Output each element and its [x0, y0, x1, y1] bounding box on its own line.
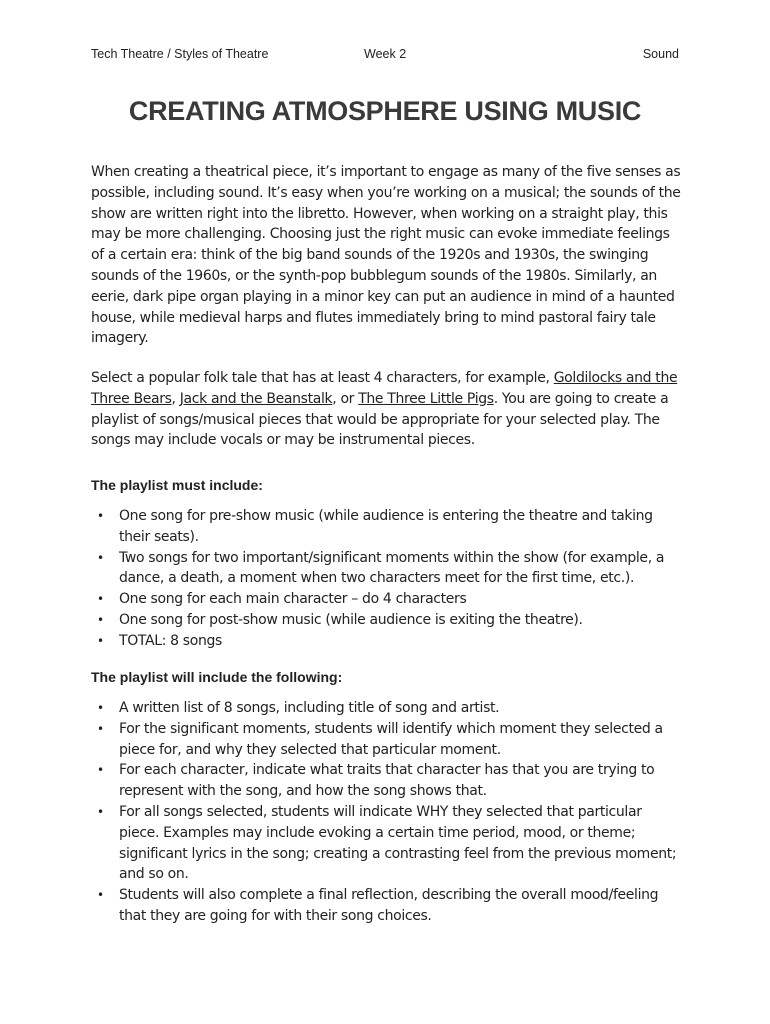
- bullet-icon: •: [97, 701, 104, 715]
- list-item: [91, 610, 681, 631]
- list-item-text: TOTAL: 8 songs: [119, 632, 222, 649]
- bullet-icon: •: [97, 763, 104, 778]
- list-item-text: One song for post-show music (while audience is exiting the theatre).: [119, 611, 583, 628]
- list-item-text: Two songs for two important/significant moments within the show (for example, a dance, a death, a moment when two characters meet for the first time, etc.).: [119, 549, 665, 587]
- tale-goldilocks-link[interactable]: Goldilocks and the Three Bears: [91, 370, 678, 407]
- assignment-before: Select a popular folk tale that has at least 4 characters, for example,: [91, 370, 554, 386]
- list-item: [91, 885, 681, 927]
- list-item: [91, 698, 681, 719]
- bullet-icon: •: [97, 721, 104, 736]
- list-item-text: For the significant moments, students will identify which moment they selected a piece for, and why they selected that particular moment.: [119, 720, 663, 758]
- bullet-icon: •: [97, 509, 104, 523]
- list-item: [91, 548, 681, 590]
- must-include-list: [91, 506, 681, 652]
- bullet-icon: •: [97, 888, 104, 903]
- list-item: [91, 506, 681, 548]
- list-item-text: A written list of 8 songs, including title of song and artist.: [119, 700, 500, 716]
- list-item: [91, 802, 681, 885]
- list-item-text: For each character, indicate what traits that character has that you are trying to represent with the song, and how the song shows that.: [119, 762, 655, 800]
- bullet-icon: •: [97, 612, 104, 627]
- header-week: Week 2: [364, 47, 407, 61]
- list-item-text: Students will also complete a final reflection, describing the overall mood/feeling that they are going for with their song choices.: [119, 887, 659, 924]
- assignment-text: [91, 368, 681, 451]
- page-title: CREATING ATMOSPHERE USING MUSIC: [128, 96, 642, 126]
- must-include-heading: The playlist must include:: [91, 477, 263, 493]
- assignment-sep2: , or: [332, 390, 359, 407]
- list-item: [91, 589, 681, 610]
- bullet-icon: •: [97, 804, 104, 819]
- list-item: [91, 631, 681, 652]
- bullet-icon: •: [97, 592, 104, 607]
- list-item-text: For all songs selected, students will indicate WHY they selected that particular piece. Examples may include evoking a certain time period, mood, or theme; significant lyrics in the song; creating a contrasting feel from the previous moment; and so on.: [119, 803, 677, 883]
- will-include-heading: The playlist will include the following:: [91, 669, 343, 685]
- assignment-after: . You are going to create a playlist of songs/musical pieces that would be appropriate for your selected play. The songs may include vocals or may be instrumental pieces.: [91, 390, 669, 449]
- list-item-text: One song for pre-show music (while audience is entering the theatre and taking their seats).: [119, 508, 653, 545]
- intro-paragraph: [91, 162, 681, 349]
- header-course: Tech Theatre / Styles of Theatre: [91, 47, 269, 61]
- will-include-list: [91, 698, 681, 927]
- tale-jack-link[interactable]: Jack and the Beanstalk: [179, 390, 333, 407]
- tale-pigs-link[interactable]: The Three Little Pigs: [358, 390, 494, 407]
- header-topic: Sound: [642, 47, 679, 61]
- assignment-paragraph: [91, 368, 681, 451]
- list-item: [91, 719, 681, 761]
- list-item: [91, 760, 681, 802]
- bullet-icon: •: [97, 633, 104, 648]
- bullet-icon: •: [97, 550, 104, 565]
- list-item-text: One song for each main character – do 4 characters: [119, 591, 467, 608]
- assignment-sep1: ,: [171, 390, 180, 407]
- intro-text: When creating a theatrical piece, it’s important to engage as many of the five senses as possible, including sound. It’s easy when you’re working on a musical; the sounds of the show are written right into the libretto. However, when working on a straight play, this may be more challenging. Choosing just the right music can evoke immediate feelings of a certain era: think of the big band sounds of the 1920s and 1930s, the swinging sounds of the 1960s, or the synth-pop bubblegum sounds of the 1980s. Similarly, an eerie, dark pipe organ playing in a minor key can put an audience in mind of a haunted house, while medieval harps and flutes immediately bring to mind pastoral fairy tale imagery.: [91, 164, 681, 347]
